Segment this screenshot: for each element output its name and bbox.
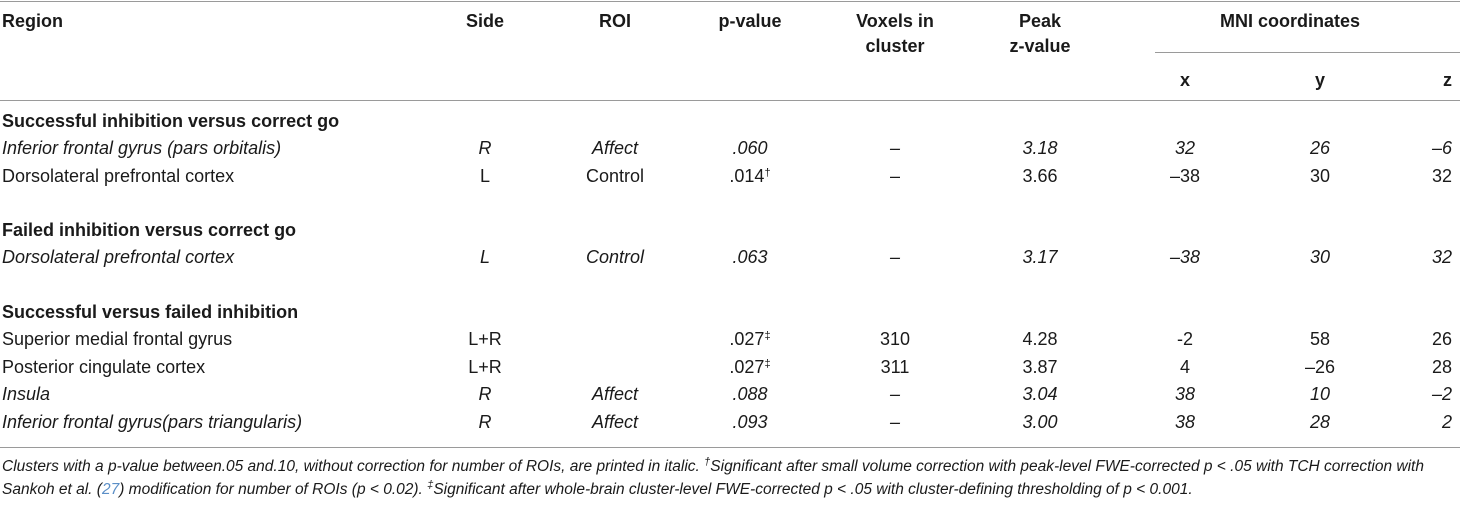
peak-z-cell: 3.66 bbox=[1022, 165, 1058, 186]
mni-z-cell: 32 bbox=[1431, 165, 1452, 186]
pvalue-cell bbox=[700, 380, 800, 408]
mni-y-cell: 26 bbox=[1309, 138, 1331, 158]
mni-y-cell: 58 bbox=[1309, 329, 1331, 349]
mni-y-cell: 30 bbox=[1309, 247, 1331, 267]
mni-x-cell: 38 bbox=[1174, 384, 1196, 404]
roi-cell: Affect bbox=[591, 138, 639, 158]
table-row bbox=[0, 325, 1460, 353]
header-x: x bbox=[1179, 70, 1190, 90]
mni-y-cell: 30 bbox=[1309, 165, 1331, 186]
header-peak-line2: z-value bbox=[1009, 36, 1071, 56]
pvalue-text: .093 bbox=[732, 411, 768, 432]
mni-z-cell: –6 bbox=[1431, 138, 1452, 158]
side-cell: L bbox=[479, 247, 490, 267]
pvalue-cell bbox=[700, 325, 800, 353]
peak-z-cell: 3.00 bbox=[1022, 411, 1058, 432]
section-heading: Successful inhibition versus correct go bbox=[2, 111, 340, 131]
header-z: z bbox=[1443, 70, 1452, 90]
header-voxels-line1: Voxels in bbox=[856, 11, 934, 31]
table-row bbox=[0, 408, 1460, 436]
voxels-cell: – bbox=[889, 165, 900, 186]
pvalue-text: .088 bbox=[732, 384, 768, 404]
pvalue-text: .014 bbox=[729, 165, 765, 186]
header-pvalue: p-value bbox=[718, 11, 782, 31]
header-peak-line1: Peak bbox=[1018, 11, 1062, 31]
section-heading: Successful versus failed inhibition bbox=[2, 302, 299, 322]
roi-cell: Affect bbox=[591, 411, 639, 432]
peak-z-cell: 3.04 bbox=[1022, 384, 1058, 404]
header-y: y bbox=[1314, 70, 1325, 90]
footnote-dagger: † bbox=[704, 456, 711, 468]
region-cell: Insula bbox=[2, 384, 51, 404]
significance-mark: ‡ bbox=[764, 330, 771, 342]
significance-mark: † bbox=[764, 166, 771, 179]
footnote-part4: Significant after whole-brain cluster-level FWE-corrected p < .05 with cluster-defining thresholding of p < 0.001. bbox=[433, 480, 1193, 498]
footnote-part3: ) modification for number of ROIs (p < 0.02). bbox=[119, 480, 428, 498]
mni-x-cell: 38 bbox=[1174, 411, 1196, 432]
mni-z-cell: 2 bbox=[1441, 411, 1452, 432]
mni-x-cell: -2 bbox=[1176, 329, 1193, 349]
table-footnote bbox=[2, 456, 1452, 501]
voxels-cell: – bbox=[889, 138, 900, 158]
header-voxels bbox=[835, 9, 955, 59]
voxels-cell: – bbox=[889, 411, 900, 432]
table-row bbox=[0, 243, 1460, 271]
header-mni: MNI coordinates bbox=[1219, 11, 1361, 31]
footnote-reference-link[interactable]: 27 bbox=[101, 480, 120, 498]
footnote-ddagger: ‡ bbox=[427, 478, 434, 491]
region-cell: Inferior frontal gyrus(pars triangularis) bbox=[2, 411, 303, 432]
significance-mark: ‡ bbox=[764, 357, 771, 370]
region-cell: Dorsolateral prefrontal cortex bbox=[2, 247, 235, 267]
peak-z-cell: 3.87 bbox=[1022, 356, 1058, 377]
mni-subrule bbox=[1155, 52, 1460, 53]
footnote-part2: Significant after small volume correction with peak-level FWE-corrected p < .05 with TCH correction with Sankoh et al. ( bbox=[2, 458, 1424, 498]
pvalue-text: .060 bbox=[732, 138, 768, 158]
mni-y-cell: 10 bbox=[1309, 384, 1331, 404]
region-cell: Superior medial frontal gyrus bbox=[2, 329, 233, 349]
table-row bbox=[0, 353, 1460, 381]
mni-x-cell: 32 bbox=[1174, 138, 1196, 158]
header-region: Region bbox=[2, 11, 63, 31]
table-row bbox=[0, 134, 1460, 162]
pvalue-text: .063 bbox=[732, 247, 768, 267]
roi-cell: Affect bbox=[591, 384, 639, 404]
mni-x-cell: 4 bbox=[1179, 356, 1190, 377]
table-row bbox=[0, 162, 1460, 190]
region-cell: Dorsolateral prefrontal cortex bbox=[2, 165, 235, 186]
voxels-cell: – bbox=[889, 247, 900, 267]
table-row bbox=[0, 380, 1460, 408]
header-side: Side bbox=[465, 11, 504, 31]
region-cell: Posterior cingulate cortex bbox=[2, 356, 206, 377]
side-cell: L bbox=[479, 165, 490, 186]
header-peak-z bbox=[985, 9, 1095, 59]
table-top-rule bbox=[0, 1, 1460, 2]
table-bottom-rule bbox=[0, 447, 1460, 448]
pvalue-text: .027 bbox=[729, 356, 765, 377]
pvalue-cell bbox=[700, 408, 800, 436]
mni-y-cell: –26 bbox=[1304, 356, 1336, 377]
roi-cell: Control bbox=[585, 165, 645, 186]
mni-z-cell: –2 bbox=[1431, 384, 1452, 404]
region-cell: Inferior frontal gyrus (pars orbitalis) bbox=[2, 138, 282, 158]
voxels-cell: – bbox=[889, 384, 900, 404]
header-roi: ROI bbox=[598, 11, 631, 31]
pvalue-text: .027 bbox=[729, 329, 765, 349]
voxels-cell: 311 bbox=[880, 356, 910, 377]
mni-z-cell: 26 bbox=[1431, 329, 1452, 349]
mni-y-cell: 28 bbox=[1309, 411, 1331, 432]
pvalue-cell bbox=[700, 243, 800, 271]
mni-x-cell: –38 bbox=[1169, 247, 1201, 267]
mni-z-cell: 28 bbox=[1431, 356, 1452, 377]
peak-z-cell: 3.17 bbox=[1022, 247, 1058, 267]
peak-z-cell: 3.18 bbox=[1022, 138, 1058, 158]
peak-z-cell: 4.28 bbox=[1022, 329, 1058, 349]
voxels-cell: 310 bbox=[879, 329, 911, 349]
pvalue-cell bbox=[700, 162, 800, 190]
side-cell: L+R bbox=[468, 356, 502, 377]
pvalue-cell bbox=[700, 134, 800, 162]
mni-z-cell: 32 bbox=[1431, 247, 1452, 267]
side-cell: R bbox=[478, 384, 492, 404]
header-bottom-rule bbox=[0, 100, 1460, 101]
roi-cell: Control bbox=[585, 247, 645, 267]
side-cell: R bbox=[478, 411, 492, 432]
header-voxels-line2: cluster bbox=[865, 36, 925, 56]
pvalue-cell bbox=[700, 353, 800, 381]
side-cell: L+R bbox=[468, 329, 502, 349]
footnote-part1: Clusters with a p-value between.05 and.10, without correction for number of ROIs, are printed in italic. bbox=[2, 458, 705, 475]
section-heading: Failed inhibition versus correct go bbox=[2, 220, 297, 240]
mni-x-cell: –38 bbox=[1169, 165, 1201, 186]
side-cell: R bbox=[478, 138, 492, 158]
